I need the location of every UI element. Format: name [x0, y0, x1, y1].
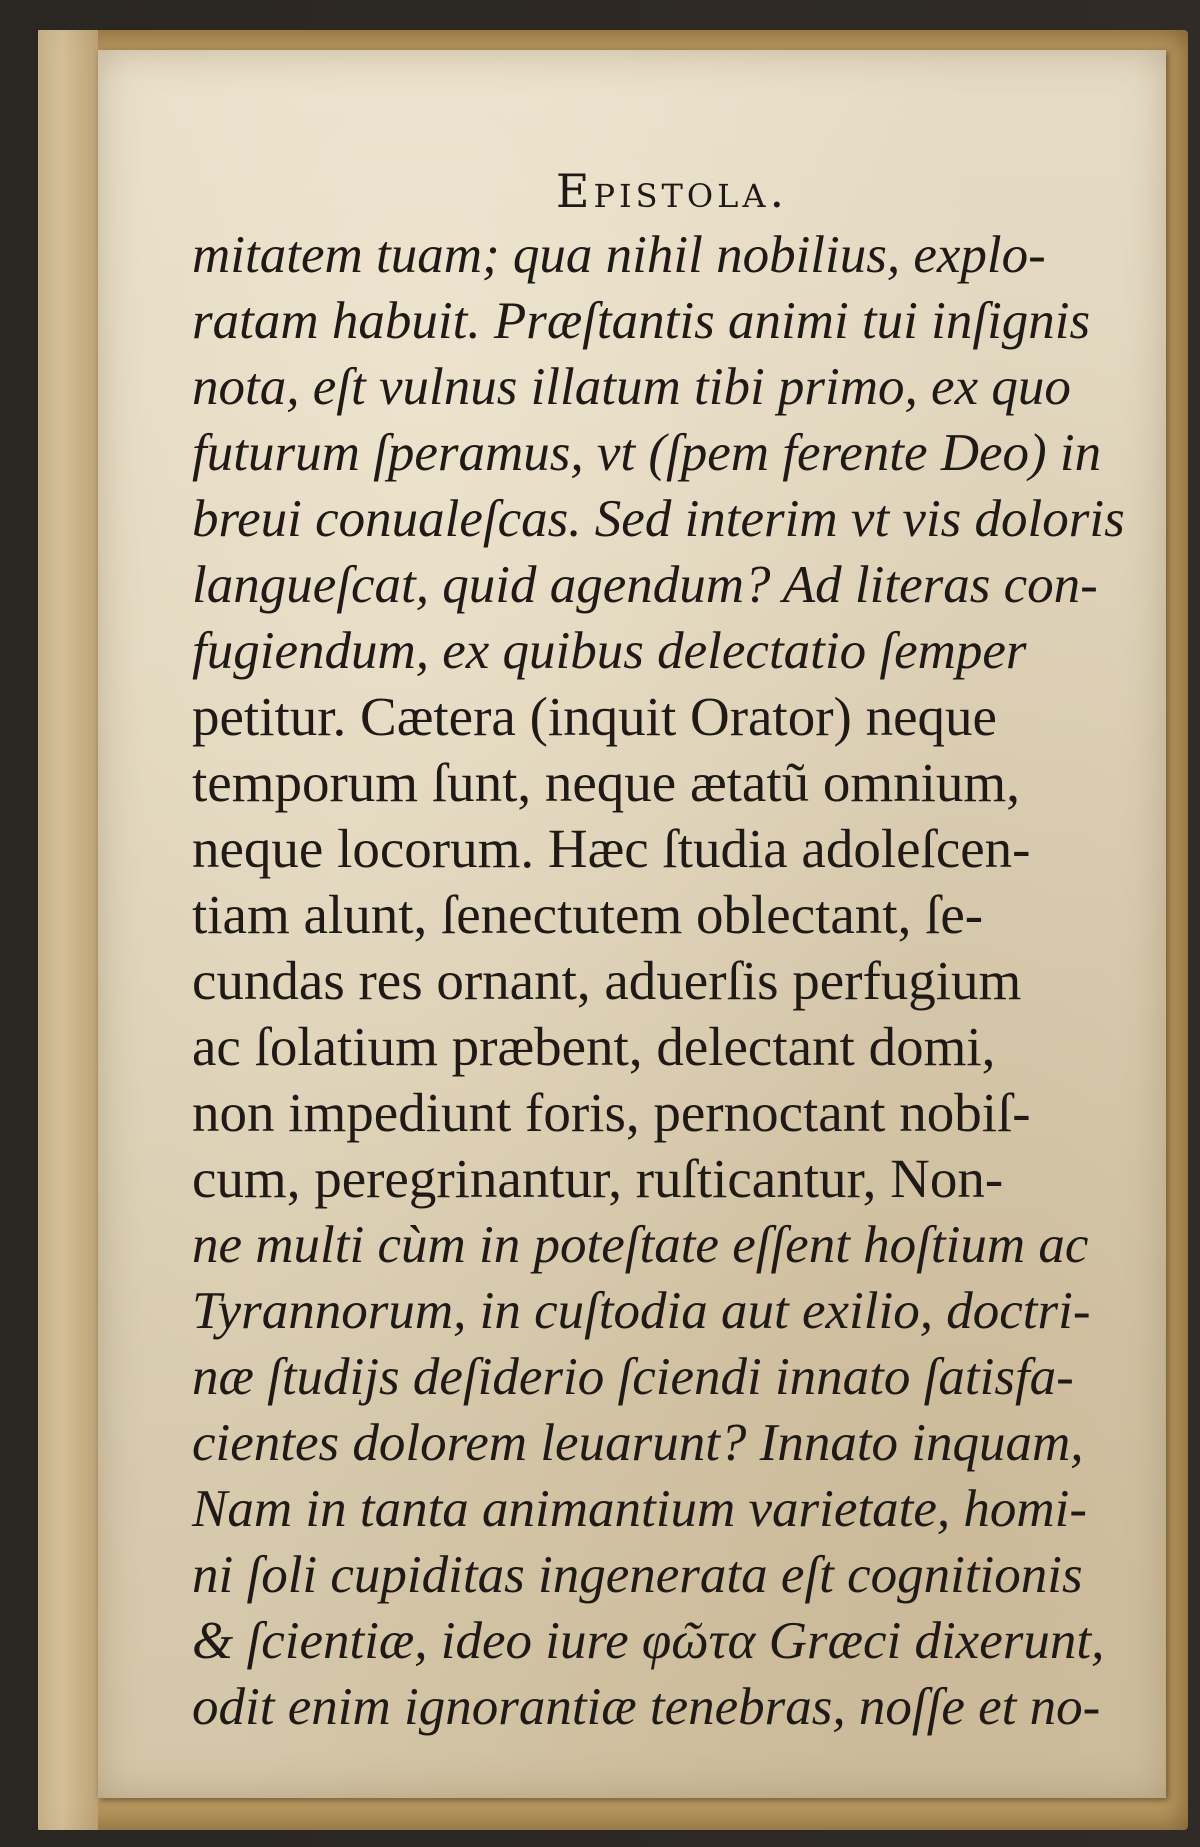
text-line: langueſcat, quid agendum? Ad literas con-	[192, 556, 1098, 614]
text-line: nota, eſt vulnus illatum tibi primo, ex quo	[192, 358, 1071, 416]
text-line: ac ſolatium præbent, delectant domi,	[192, 1016, 996, 1077]
text-line: fugiendum, ex quibus delectatio ſemper	[192, 622, 1027, 680]
text-line: Tyrannorum, in cuſtodia aut exilio, doctri-	[192, 1282, 1091, 1340]
text-line: non impediunt foris, pernoctant nobiſ-	[192, 1082, 1031, 1143]
text-line: ne multi cùm in poteſtate eſſent hoſtium ac	[192, 1216, 1089, 1274]
page-text-block	[192, 160, 1125, 1740]
book-page	[98, 50, 1166, 1798]
book-spine-edge	[38, 30, 98, 1830]
text-line: neque locorum. Hæc ſtudia adoleſcen-	[192, 818, 1031, 879]
text-line: mitatem tuam; qua nihil nobilius, explo-	[192, 226, 1046, 284]
text-line: ratam habuit. Præſtantis animi tui inſignis	[192, 292, 1091, 350]
text-line: cundas res ornant, aduerſis perfugium	[192, 950, 1022, 1011]
text-line: temporum ſunt, neque ætatũ omnium,	[192, 752, 1020, 813]
text-line: cum, peregrinantur, ruſticantur, Non-	[192, 1148, 1004, 1209]
text-line: odit enim ignorantiæ tenebras, noſſe et no-	[192, 1678, 1101, 1736]
text-line: Nam in tanta animantium varietate, homi-	[192, 1480, 1088, 1538]
text-line: næ ſtudijs deſiderio ſciendi innato ſatisfa-	[192, 1348, 1074, 1406]
text-line: petitur. Cætera (inquit Orator) neque	[192, 686, 997, 747]
text-line: ni ſoli cupiditas ingenerata eſt cognitionis	[192, 1546, 1083, 1604]
text-line: tiam alunt, ſenectutem oblectant, ſe-	[192, 884, 984, 945]
text-line: futurum ſperamus, vt (ſpem ferente Deo) in	[192, 424, 1102, 482]
text-line: & ſcientiæ, ideo iure φῶτα Græci dixerunt,	[192, 1612, 1105, 1670]
text-line: breui conualeſcas. Sed interim vt vis doloris	[192, 490, 1125, 548]
running-head: Epistola.	[555, 164, 789, 218]
text-line: cientes dolorem leuarunt? Innato inquam,	[192, 1414, 1084, 1472]
